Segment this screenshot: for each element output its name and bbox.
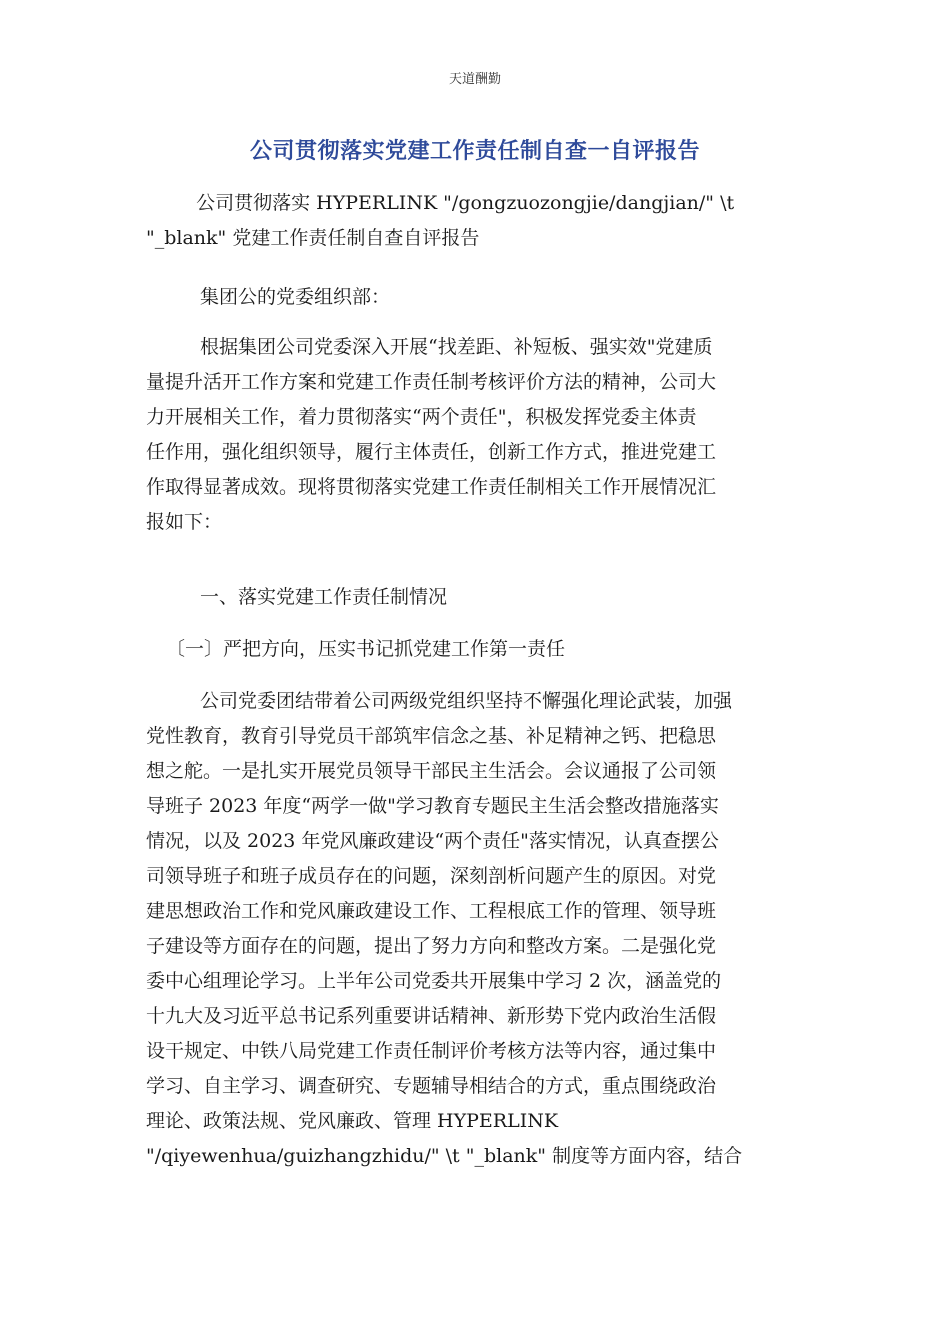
- body-line: 司领导班子和班子成员存在的问题，深刻剖析问题产生的原因。对党: [146, 865, 717, 887]
- subsection-heading-text: 〔一〕严把方向，压实书记抓党建工作第一责任: [166, 638, 566, 660]
- body-line: 党性教育，教育引导党员干部筑牢信念之基、补足精神之钙、把稳思: [146, 725, 717, 747]
- body-line: 设干规定、中铁八局党建工作责任制评价考核方法等内容，通过集中: [146, 1040, 717, 1062]
- subtitle-line: "_blank" 党建工作责任制自查自评报告: [146, 227, 480, 249]
- header-mark: 天道酬勤: [448, 72, 501, 87]
- intro-line: 根据集团公司党委深入开展“找差距、补短板、强实效"党建质: [200, 336, 713, 358]
- body-line: 想之舵。一是扎实开展党员领导干部民主生活会。会议通报了公司领: [146, 760, 717, 782]
- greeting-line: 集团公的党委组织部：: [200, 286, 391, 308]
- body-line: 情况，以及 2023 年党风廉政建设“两个责任"落实情况，认真查摆公: [146, 830, 719, 852]
- body-line: 建思想政治工作和党风廉政建设工作、工程根底工作的管理、领导班: [146, 900, 717, 922]
- intro-paragraph: [146, 330, 806, 540]
- subtitle-paragraph: [146, 186, 806, 256]
- section-heading: [146, 580, 806, 615]
- body-line: "/qiyewenhua/guizhangzhidu/" \t "_blank" 制度等方面内容，结合: [146, 1145, 743, 1167]
- section-heading-text: 一、落实党建工作责任制情况: [200, 586, 448, 608]
- intro-line: 作取得显著成效。现将贯彻落实党建工作责任制相关工作开展情况汇: [146, 476, 717, 498]
- intro-line: 力开展相关工作，着力贯彻落实“两个责任"，积极发挥党委主体责: [146, 406, 697, 428]
- body-line: 委中心组理论学习。上半年公司党委共开展集中学习 2 次，涵盖党的: [146, 970, 722, 992]
- greeting: [146, 280, 806, 315]
- body-paragraph: [146, 684, 806, 1174]
- body-line: 理论、政策法规、党风廉政、管理 HYPERLINK: [146, 1110, 559, 1132]
- body-line: 导班子 2023 年度“两学一做"学习教育专题民主生活会整改措施落实: [146, 795, 719, 817]
- intro-line: 任作用，强化组织领导，履行主体责任，创新工作方式，推进党建工: [146, 441, 717, 463]
- body-line: 子建设等方面存在的问题，提出了努力方向和整改方案。二是强化党: [146, 935, 717, 957]
- subtitle-line: 公司贯彻落实 HYPERLINK "/gongzuozongjie/dangjian/" \t: [184, 192, 735, 214]
- subsection-heading: [146, 632, 806, 667]
- document-title: 公司贯彻落实党建工作责任制自查一自评报告: [249, 139, 700, 164]
- body-line: 学习、自主学习、调查研究、专题辅导相结合的方式，重点围绕政治: [146, 1075, 717, 1097]
- intro-line: 量提升活开工作方案和党建工作责任制考核评价方法的精神，公司大: [146, 371, 717, 393]
- body-line: 公司党委团结带着公司两级党组织坚持不懈强化理论武装，加强: [200, 690, 733, 712]
- body-line: 十九大及习近平总书记系列重要讲话精神、新形势下党内政治生活假: [146, 1005, 717, 1027]
- intro-line: 报如下：: [146, 511, 223, 533]
